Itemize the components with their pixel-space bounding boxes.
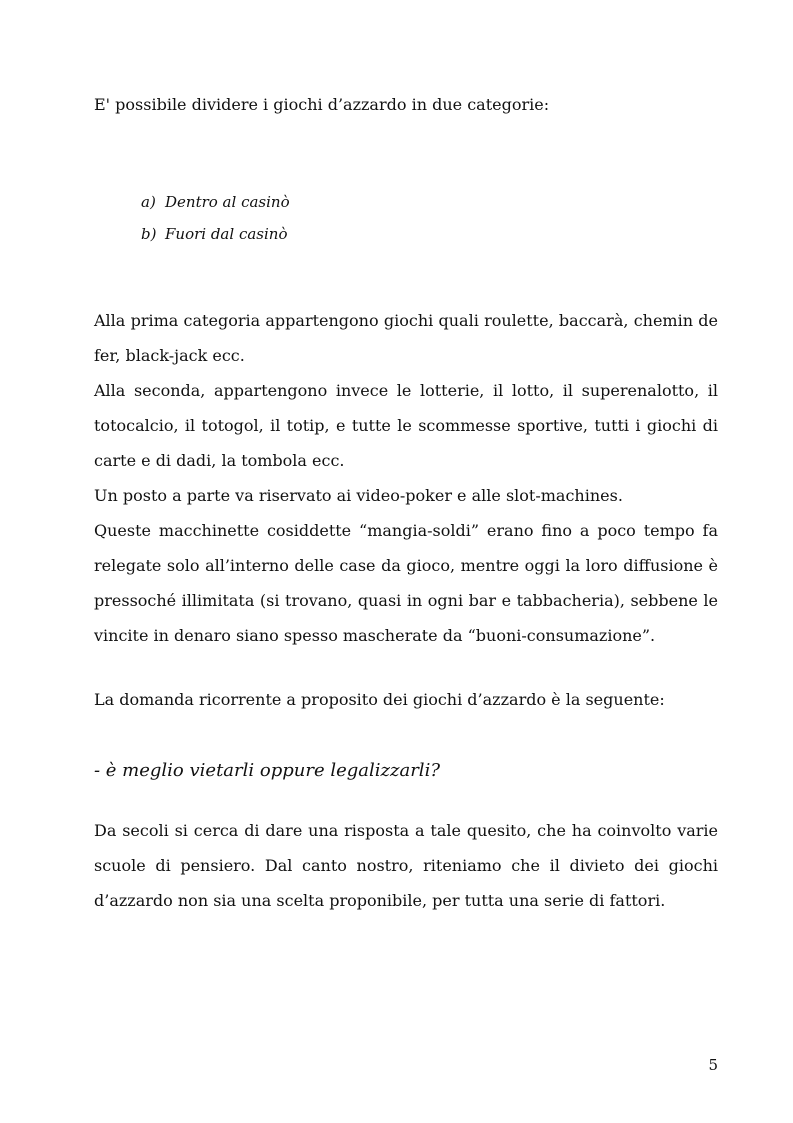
list-item-label: Dentro al casinò bbox=[165, 193, 290, 211]
paragraph-first-category: Alla prima categoria appartengono giochi quali roulette, baccarà, chemin de fer, black-jack ecc. bbox=[94, 311, 718, 365]
question-heading: - è meglio vietarli oppure legalizzarli? bbox=[94, 760, 440, 781]
question-intro: La domanda ricorrente a proposito dei giochi d’azzardo è la seguente: bbox=[94, 690, 665, 709]
closing-paragraph: Da secoli si cerca di dare una risposta a tale quesito, che ha coinvolto varie scuole di pensiero. Dal canto nostro, riteniamo che il divieto dei giochi d’azzardo non sia una scelta proponibile, per tutta una serie di fattori. bbox=[94, 821, 718, 910]
page-number: 5 bbox=[708, 1056, 718, 1074]
body-paragraphs bbox=[94, 303, 718, 653]
paragraph-second-category: Alla seconda, appartengono invece le lotterie, il lotto, il superenalotto, il totocalcio, il totogol, il totip, e tutte le scommesse sportive, tutti i giochi di carte e di dadi, la tombola ecc. bbox=[94, 381, 718, 470]
intro-paragraph: E' possibile dividere i giochi d’azzardo in due categorie: bbox=[94, 95, 550, 114]
categories-list bbox=[141, 186, 290, 250]
list-marker: a) bbox=[141, 193, 156, 211]
paragraph-slot-machines: Queste macchinette cosiddette “mangia-soldi” erano fino a poco tempo fa relegate solo all’interno delle case da gioco, mentre oggi la loro diffusione è pressoché illimitata (si trovano, quasi in ogni bar e tabbacheria), sebbene le vincite in denaro siano spesso mascherate da “buoni-consumazione”. bbox=[94, 521, 718, 645]
list-item-label: Fuori dal casinò bbox=[165, 225, 288, 243]
list-item bbox=[141, 218, 290, 250]
list-item bbox=[141, 186, 290, 218]
paragraph-video-poker: Un posto a parte va riservato ai video-poker e alle slot-machines. bbox=[94, 486, 623, 505]
list-marker: b) bbox=[141, 225, 157, 243]
